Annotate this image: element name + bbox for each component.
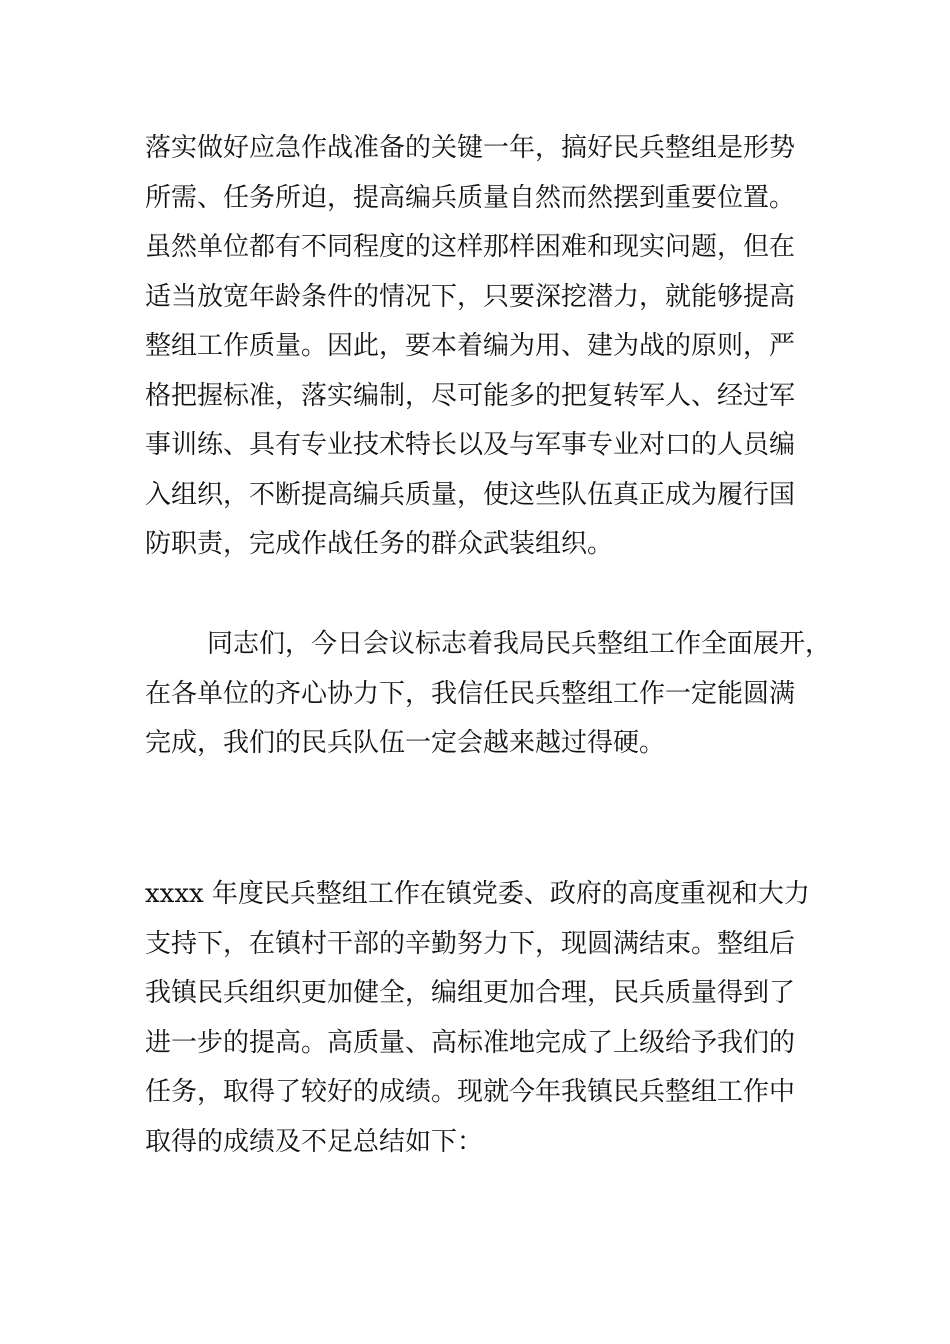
text-line: 所需、任务所迫，提高编兵质量自然而然摆到重要位置。 xyxy=(145,182,796,213)
text-line: 任务，取得了较好的成绩。现就今年我镇民兵整组工作中 xyxy=(145,1077,796,1107)
paragraph-3 xyxy=(145,870,825,1167)
text-line: 进一步的提高。高质量、高标准地完成了上级给予我们的 xyxy=(145,1027,796,1058)
text-line: 事训练、具有专业技术特长以及与军事专业对口的人员编 xyxy=(145,430,796,460)
text-line: 完成，我们的民兵队伍一定会越来越过得硬。 xyxy=(145,728,666,758)
text-line: 格把握标准，落实编制，尽可能多的把复转军人、经过军 xyxy=(145,380,796,411)
text-line: 虽然单位都有不同程度的这样那样困难和现实问题，但在 xyxy=(145,232,796,262)
text-line: xxxx 年度民兵整组工作在镇党委、政府的高度重视和大力 xyxy=(145,879,810,909)
text-line: 防职责，完成作战任务的群众武装组织。 xyxy=(145,529,614,559)
text-line: 适当放宽年龄条件的情况下，只要深挖潜力，就能够提高 xyxy=(145,281,796,312)
text-line: 我镇民兵组织更加健全，编组更加合理，民兵质量得到了 xyxy=(145,978,796,1008)
text-line: 入组织，不断提高编兵质量，使这些队伍真正成为履行国 xyxy=(145,479,796,510)
paragraph-1 xyxy=(145,124,825,570)
text-line: 在各单位的齐心协力下，我信任民兵整组工作一定能圆满 xyxy=(145,678,796,709)
paragraph-2 xyxy=(145,620,832,769)
text-line: 整组工作质量。因此，要本着编为用、建为战的原则，严 xyxy=(145,331,796,361)
text-line: 取得的成绩及不足总结如下： xyxy=(145,1126,484,1157)
text-line: 支持下，在镇村干部的辛勤努力下，现圆满结束。整组后 xyxy=(145,928,796,959)
text-line: 落实做好应急作战准备的关键一年，搞好民兵整组是形势 xyxy=(145,133,796,163)
text-line: 同志们，今日会议标志着我局民兵整组工作全面展开， xyxy=(207,629,832,659)
